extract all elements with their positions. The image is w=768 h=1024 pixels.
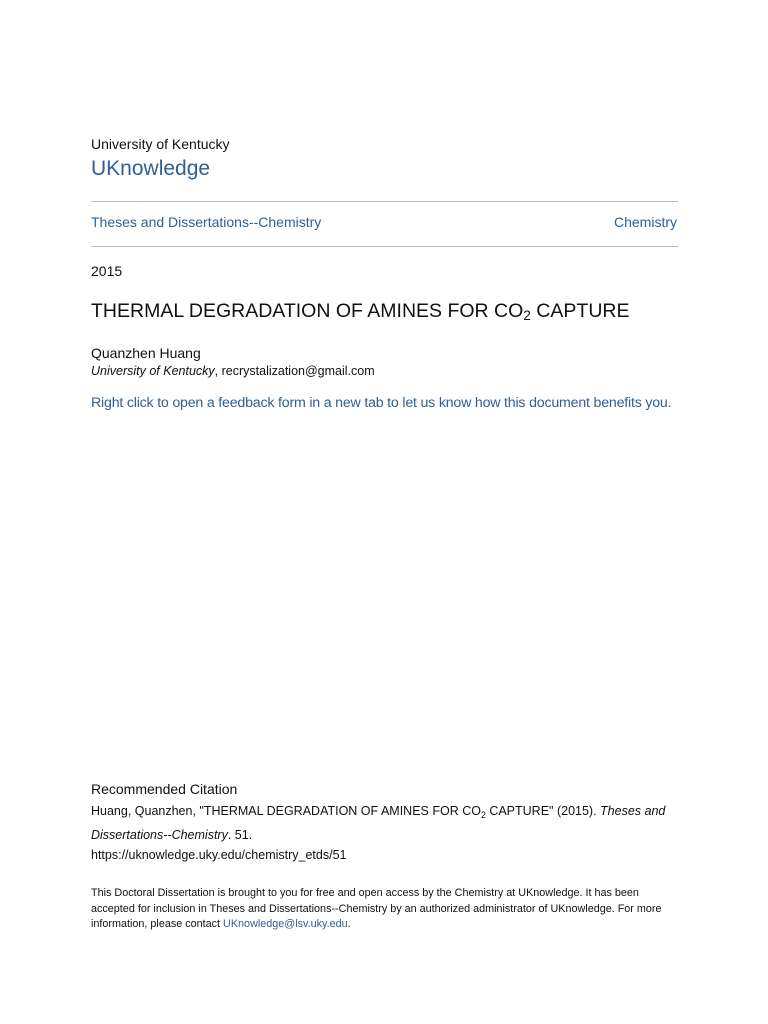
citation-url: https://uknowledge.uky.edu/chemistry_etds/51 [91,848,347,862]
citation-subscript: 2 [480,810,486,820]
author-name: Quanzhen Huang [91,345,201,361]
institution-name: University of Kentucky [91,136,230,152]
feedback-link[interactable]: Right click to open a feedback form in a new tab to let us know how this document benefits you. [91,395,672,411]
citation-heading: Recommended Citation [91,781,238,797]
title-subscript: 2 [523,308,531,323]
footer-end: . [347,918,351,930]
series-link[interactable]: Theses and Dissertations--Chemistry [91,214,322,230]
citation-series: Theses and Dissertations--Chemistry [91,804,666,842]
footer-notice [91,886,681,933]
citation-suffix: CAPTURE" (2015). [485,804,601,818]
year: 2015 [91,263,123,279]
contact-email-link[interactable]: UKnowledge@lsv.uky.edu [223,918,348,930]
footer-text: This Doctoral Dissertation is brought to you for free and open access by the Chemistry at UKnowledge. It has been accepted for inclusion in Theses and Dissertations--Chemistry by an authorized administrator of UKnowledge. For more information, please contact [91,887,662,930]
citation-text [91,801,681,865]
title-main: THERMAL DEGRADATION OF AMINES FOR CO [91,300,524,322]
affiliation: University of Kentucky [91,364,215,378]
department-link[interactable]: Chemistry [613,214,677,230]
document-title [91,300,630,323]
author-email: , recrystalization@gmail.com [214,364,375,378]
author-affiliation [91,364,375,378]
citation-number: . 51. [227,828,253,842]
uknowledge-link[interactable]: UKnowledge [91,157,211,180]
divider-bottom [91,246,678,247]
citation-prefix: Huang, Quanzhen, "THERMAL DEGRADATION OF AMINES FOR CO [91,804,481,818]
divider-top [91,201,678,202]
title-end: CAPTURE [530,300,630,322]
